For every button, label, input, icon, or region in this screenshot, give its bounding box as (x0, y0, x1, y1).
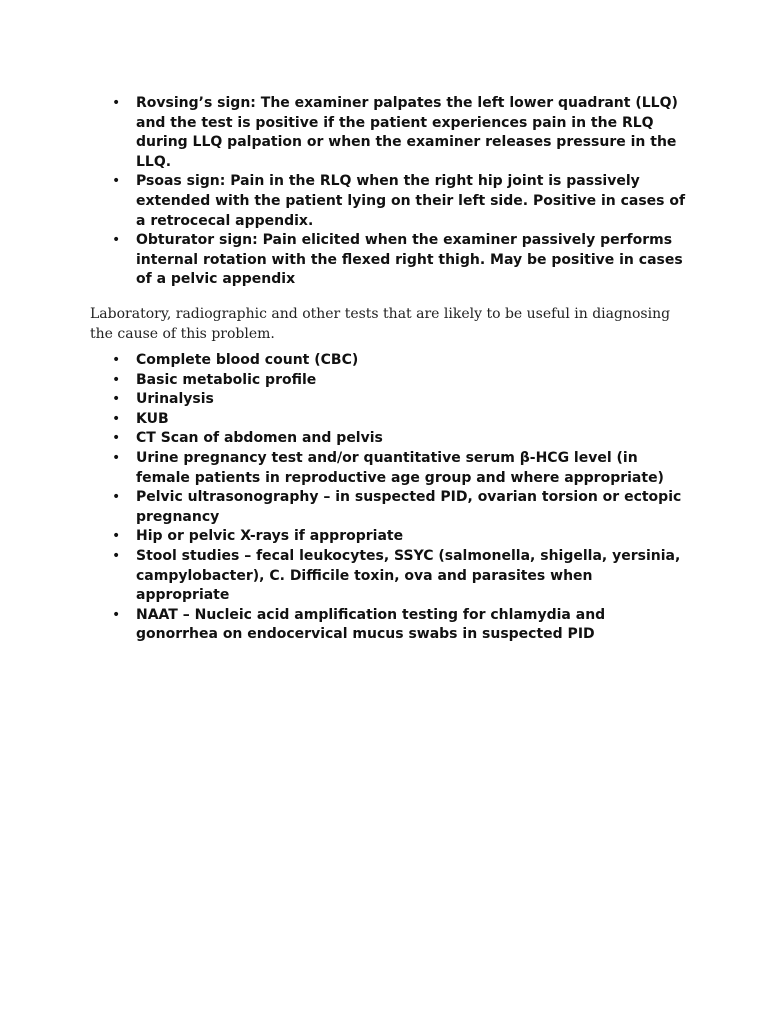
bullet-glyph: • (112, 232, 121, 249)
list-item (108, 371, 688, 391)
bullet-glyph: • (112, 352, 121, 368)
test-stool-studies: Stool studies – fecal leukocytes, SSYC (salmonella, shigella, yersinia, campylobacter), C. Difficile toxin, ova and parasites when appropriate (136, 547, 681, 604)
bullet-glyph: • (112, 489, 121, 506)
list-item (108, 527, 688, 547)
test-urinalysis: Urinalysis (136, 391, 214, 408)
bullet-glyph: • (112, 449, 121, 466)
bullet-glyph: • (112, 606, 121, 623)
bullet-glyph: • (112, 95, 121, 111)
test-xrays: Hip or pelvic X-rays if appropriate (136, 528, 404, 545)
list-item (108, 231, 688, 290)
physical-signs-list (108, 94, 688, 290)
list-item (108, 410, 688, 430)
list-item (108, 606, 688, 645)
test-metabolic-profile: Basic metabolic profile (136, 371, 317, 388)
list-item (108, 488, 688, 527)
list-item (108, 547, 688, 606)
list-item (108, 351, 688, 371)
bullet-glyph: • (112, 430, 121, 447)
psoas-sign-text: Psoas sign: Pain in the RLQ when the right hip joint is passively extended with the patient lying on their left side. Positive in cases of a retrocecal appendix. (136, 173, 686, 229)
list-item (108, 94, 688, 172)
test-naat: NAAT – Nucleic acid amplification testing for chlamydia and gonorrhea on endocervical mucus swabs in suspected PID (136, 606, 606, 643)
bullet-glyph: • (112, 371, 121, 388)
test-pelvic-ultrasonography: Pelvic ultrasonography – in suspected PID, ovarian torsion or ectopic pregnancy (136, 489, 682, 525)
test-ct-scan: CT Scan of abdomen and pelvis (136, 430, 383, 447)
test-pregnancy: Urine pregnancy test and/or quantitative serum β-HCG level (in female patients in reproductive age group and where appropriate) (136, 449, 664, 486)
rovsing-sign-text: Rovsing’s sign: The examiner palpates the left lower quadrant (LLQ) and the test is positive if the patient experiences pain in the RLQ during LLQ palpation or when the examiner releases pressure in the LLQ. (136, 95, 678, 170)
list-item (108, 172, 688, 231)
bullet-glyph: • (112, 410, 121, 427)
list-item (108, 449, 688, 488)
bullet-glyph: • (112, 528, 121, 545)
bullet-glyph: • (112, 173, 121, 190)
test-cbc: Complete blood count (CBC) (136, 352, 359, 368)
list-item (108, 390, 688, 410)
list-item (108, 429, 688, 449)
diagnostic-tests-list (108, 351, 688, 645)
bullet-glyph: • (112, 391, 121, 408)
bullet-glyph: • (112, 547, 121, 564)
obturator-sign-text: Obturator sign: Pain elicited when the examiner passively performs internal rotation with the flexed right thigh. May be positive in cases of a pelvic appendix (136, 232, 683, 288)
test-kub: KUB (136, 410, 169, 427)
tests-intro-paragraph: Laboratory, radiographic and other tests that are likely to be useful in diagnosing the cause of this problem. (90, 306, 671, 342)
